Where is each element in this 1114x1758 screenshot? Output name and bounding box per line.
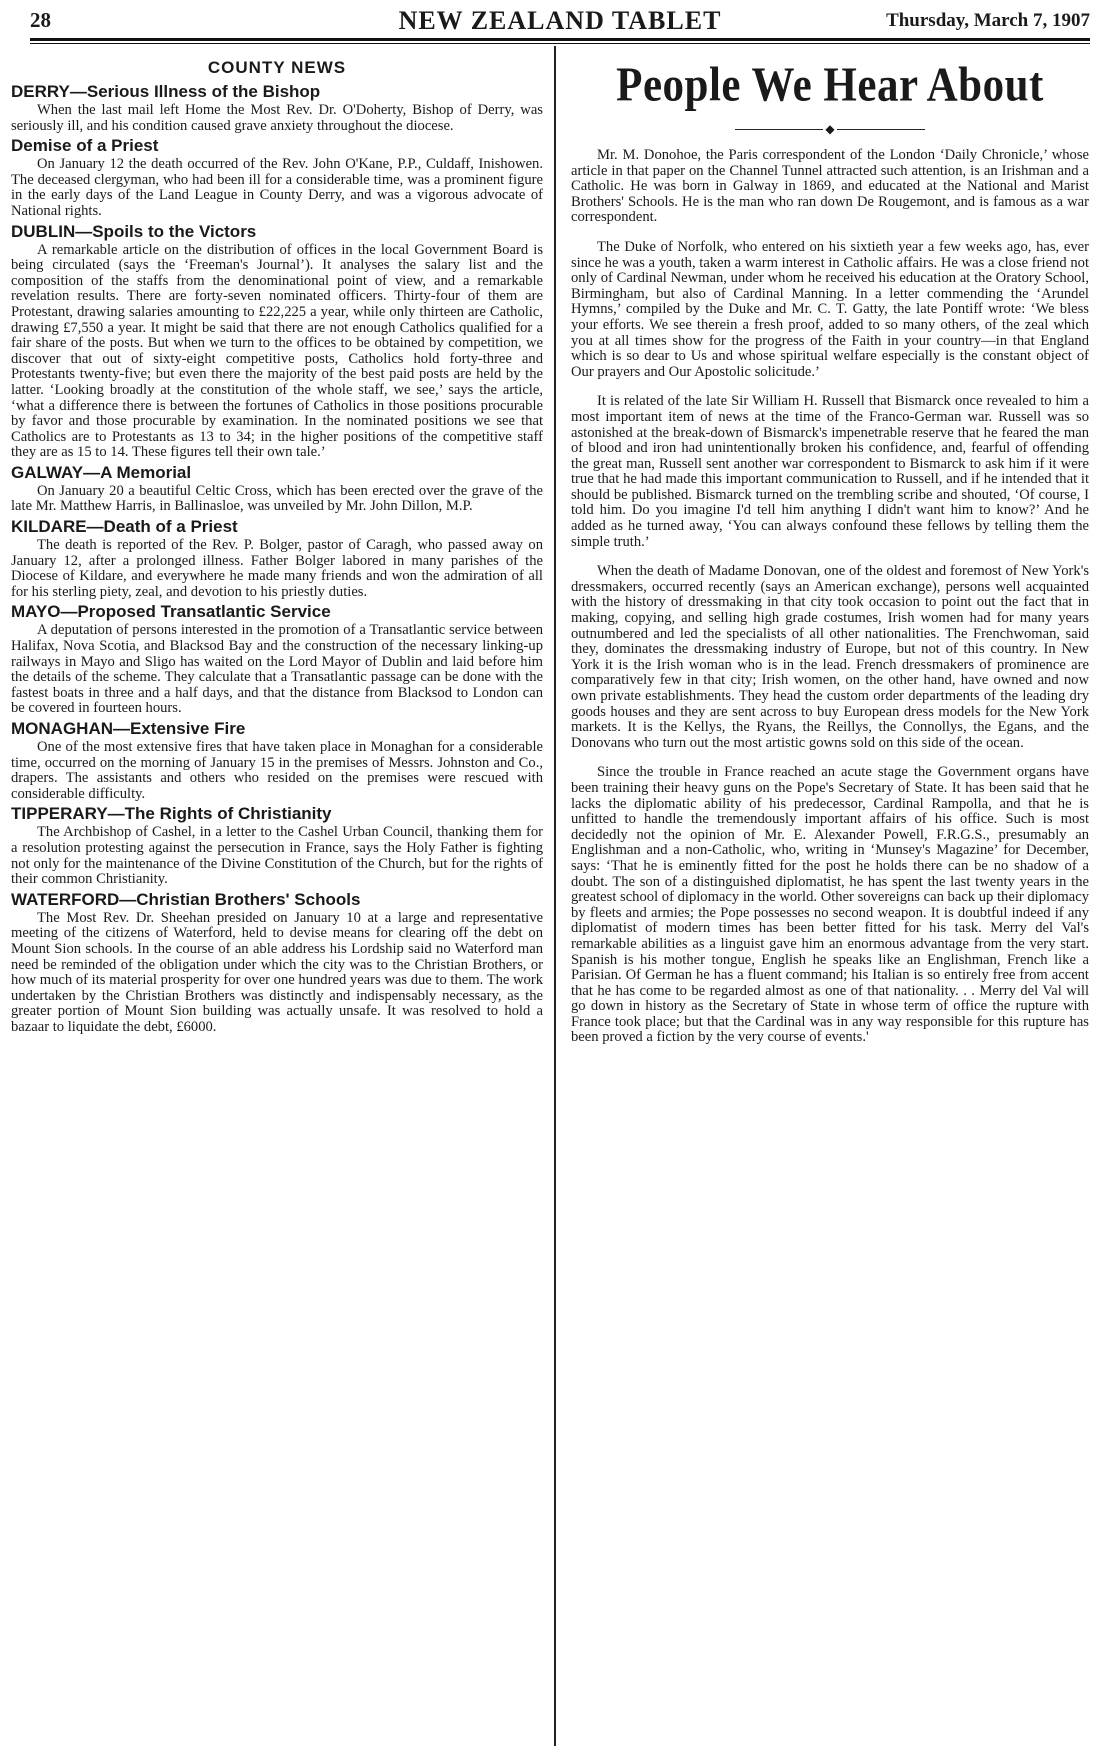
masthead bbox=[30, 6, 1090, 36]
section-paragraph: The Most Rev. Dr. Sheehan presided on January 10 at a large and representative meeting of the citizens of Waterford, held to devise means for clearing off the debt on Mount Sion schools. In the course of an able address his Lordship said no Waterford man need be reminded of the obligation under which the city was to the Christian Brothers, or how much of its material prosperity for over one hundred years was due to them. The work undertaken by the Christian Brothers was distinctly and indispensably necessary, as the greater portion of Mount Sion building was actually unsafe. It was resolved to hold a bazaar to liquidate the debt, £6000. bbox=[11, 909, 543, 1035]
diamond-ornament-icon: ◆ bbox=[825, 121, 835, 136]
section-title: DUBLIN—Spoils to the Victors bbox=[11, 221, 257, 241]
section-title: GALWAY—A Memorial bbox=[11, 462, 192, 482]
county-news-heading: COUNTY NEWS bbox=[207, 58, 347, 77]
people-we-hear-about-column bbox=[571, 50, 1089, 1750]
county-news-column bbox=[11, 50, 543, 1750]
news-section bbox=[11, 719, 543, 802]
news-section bbox=[11, 463, 543, 515]
section-title: MAYO—Proposed Transatlantic Service bbox=[11, 602, 331, 622]
ornament-line-left bbox=[735, 129, 823, 130]
article-paragraph: When the death of Madame Donovan, one of the oldest and foremost of New York's dressmakers, occurred recently (says an American exchange), persons well acquainted with the history of dressmaking in that city took occasion to point out the fact that in making, copying, and selling high grade costumes, Irish women had for many years outnumbered and led the specialists of all other nationalities. The Frenchwoman, said they, dominates the dressmaking industry of Europe, but not of this country. In New York it is the Irish woman who is in the lead. French dressmakers of prominence are comparatively few in that city; Irish women, on the other hand, have owned and now own private establishments. They head the custom order departments of the leading dry goods houses and they are sent across to buy European dress models for the New York markets. It is the Kellys, the Ryans, the Reillys, the Connollys, the Egans, and the Donovans who turn out the most artistic gowns sold on this side of the ocean. bbox=[571, 563, 1089, 751]
article-paragraph: The Duke of Norfolk, who entered on his sixtieth year a few weeks ago, has, ever since he was a youth, taken a warm interest in Catholic affairs. He was a close friend not only of Cardinal Newman, under whom he received his education at the Oratory School, Birmingham, but also of Cardinal Manning. In a letter commending the ‘Arundel Hymns,’ compiled by the Duke and Mr. C. T. Gatty, the late Pontiff wrote: ‘We bless your efforts. We see therein a fresh proof, added to so many others, of the zeal which you at all times show for the progress of the Faith in your country—in that England which is so dear to Us and whose spiritual welfare especially is the constant object of Our prayers and Our Apostolic solicitude.’ bbox=[571, 238, 1089, 380]
section-paragraph: On January 12 the death occurred of the Rev. John O'Kane, P.P., Culdaff, Inishowen. The deceased clergyman, who had been ill for a considerable time, was a prominent figure in the early days of the Land League in County Derry, and was a vigorous advocate of National rights. bbox=[11, 156, 543, 219]
issue-date: Thursday, March 7, 1907 bbox=[886, 10, 1090, 31]
section-paragraph: The death is reported of the Rev. P. Bolger, pastor of Caragh, who passed away on January 12, after a prolonged illness. Father Bolger labored in many parishes of the Diocese of Kildare, and everywhere he made many friends and won the admiration of all for his sterling piety, zeal, and devotion to his priestly duties. bbox=[11, 537, 543, 600]
people-heading: People We Hear About bbox=[616, 59, 1044, 112]
news-section bbox=[11, 517, 543, 600]
heading-ornament bbox=[571, 120, 1089, 136]
section-title: MONAGHAN—Extensive Fire bbox=[11, 719, 246, 738]
article-paragraph: Mr. M. Donohoe, the Paris correspondent of the London ‘Daily Chronicle,’ whose article in that paper on the Channel Tunnel attracted such attention, is an Irishman and a Catholic. He was born in Galway in 1869, and educated at the National and Marist Brothers' Schools. He is the man who ran down De Rougemont, and is famous as a war correspondent. bbox=[571, 147, 1089, 226]
section-title: Demise of a Priest bbox=[11, 136, 159, 156]
section-title: DERRY—Serious Illness of the Bishop bbox=[11, 82, 321, 101]
section-paragraph: A deputation of persons interested in the promotion of a Transatlantic service between Halifax, Nova Scotia, and Blacksod Bay and the construction of the necessary linking-up railways in Mayo and Sligo has waited on the Lord Mayor of Dublin and laid before him the details of the scheme. They calculate that a Transatlantic passage can be done with the fastest boats in three and a half days, and that the distance from Blacksod to London can be covered in fourteen hours. bbox=[11, 622, 543, 717]
newspaper-title: NEW ZEALAND TABLET bbox=[398, 6, 722, 35]
section-paragraph: One of the most extensive fires that have taken place in Monaghan for a considerable time, occurred on the morning of January 15 in the premises of Messrs. Johnston and Co., drapers. The assistants and others who resided on the premises were rescued with considerable difficulty. bbox=[11, 739, 543, 802]
section-paragraph: The Archbishop of Cashel, in a letter to the Cashel Urban Council, thanking them for a resolution protesting against the persecution in France, says the Holy Father is fighting not only for the maintenance of the Divine Constitution of the Church, but for the rights of their common Christianity. bbox=[11, 824, 543, 888]
masthead-rule-thick bbox=[30, 38, 1090, 41]
ornament-line-right bbox=[837, 129, 925, 130]
section-title: KILDARE—Death of a Priest bbox=[11, 517, 238, 537]
news-section bbox=[11, 804, 543, 887]
section-title: WATERFORD—Christian Brothers' Schools bbox=[11, 889, 361, 909]
section-paragraph: A remarkable article on the distribution of offices in the local Government Board is being circulated (says the ‘Freeman's Journal’). It analyses the salary list and the composition of the staffs from the denominational point of view, and a remarkable revelation results. There are forty-seven nominated officers. Thirty-four of them are Protestant, drawing salaries amounting to £22,225 a year, while only thirteen are Catholic, drawing £7,550 a year. It might be said that there are not enough Catholics qualified for a fair share of the posts. But when we turn to the offices to be obtained by competition, we discover that out of sixty-eight competitive posts, Catholics hold forty-three and Protestants twenty-five; but even there the majority of the best paid posts are held by the latter. ‘Looking broadly at the constitution of the whole staff, we see,’ says the article, ‘what a difference there is between the fortunes of Catholics in those positions procurable by favor and those procurable by examination. In the nominated positions we see that Catholics are to Protestants as 13 to 34; in the higher positions of the competitive staff they are as 15 to 14. These figures tell their own tale.’ bbox=[11, 241, 543, 461]
column-divider bbox=[554, 46, 556, 1746]
section-paragraph: When the last mail left Home the Most Rev. Dr. O'Doherty, Bishop of Derry, was seriously ill, and his condition caused grave anxiety throughout the diocese. bbox=[11, 102, 543, 134]
news-section bbox=[11, 602, 543, 717]
page-number: 28 bbox=[30, 8, 51, 32]
news-section bbox=[11, 136, 543, 219]
article-paragraph: It is related of the late Sir William H. Russell that Bismarck once revealed to him a most important item of news at the time of the Franco-German war. Russell was so astonished at the break-down of Bismarck's impenetrable reserve that he feared the man of blood and iron had unintentionally broken his confidence, and, fearful of offending the great man, Russell sent another war correspondent to Bismarck to ask him if it were true that he had made this important communication to Russell, and if he intended that it should be published. Bismarck turned on the trembling scribe and shouted, ‘Of course, I told him. Do you imagine I'd tell him anything I didn't want him to know?’ And he added as he turned away, ‘You can always confound these fellows by telling them the simple truth.’ bbox=[571, 393, 1089, 550]
article-paragraph: Since the trouble in France reached an acute stage the Government organs have been training their heavy guns on the Pope's Secretary of State. It has been said that he lacks the diplomatic ability of his predecessor, Cardinal Rampolla, and that he is unfitted to handle the tremendously important affairs of his office. Such is most decidedly not the opinion of Mr. E. Alexander Powell, F.R.G.S., presumably an Englishman and a non-Catholic, who, writing in ‘Munsey's Magazine’ for December, says: ‘That he is eminently fitted for the post he holds there can be no shadow of a doubt. The son of a distinguished diplomatist, he has spent the last twenty years in the greatest school of diplomacy in the world. Other sovereigns can back up their diplomacy by fleets and armies; the Pope possesses no second weapon. It is doubtful indeed if any diplomatist of modern times has been better fitted for his task. Merry del Val's remarkable abilities as a linguist gave him an enormous advantage from the very start. Spanish is his mother tongue, English he speaks like an Englishman, French like a Parisian. Of German he has a fluent command; his Italian is so entirely free from accent that he has come to be regarded almost as one of that nationality. . . Merry del Val will go down in history as the Secretary of State in whose term of office the rupture with France took place; but that the Cardinal was in any way responsible for this rupture has been proved a fiction by the very course of events.' bbox=[571, 764, 1089, 1046]
news-section bbox=[11, 222, 543, 461]
news-section bbox=[11, 82, 543, 134]
masthead-rule-thin bbox=[30, 43, 1090, 44]
section-paragraph: On January 20 a beautiful Celtic Cross, which has been erected over the grave of the late Mr. Matthew Harris, in Ballinasloe, was unveiled by Mr. John Dillon, M.P. bbox=[11, 482, 543, 515]
section-title: TIPPERARY—The Rights of Christianity bbox=[11, 804, 332, 824]
news-section bbox=[11, 890, 543, 1036]
